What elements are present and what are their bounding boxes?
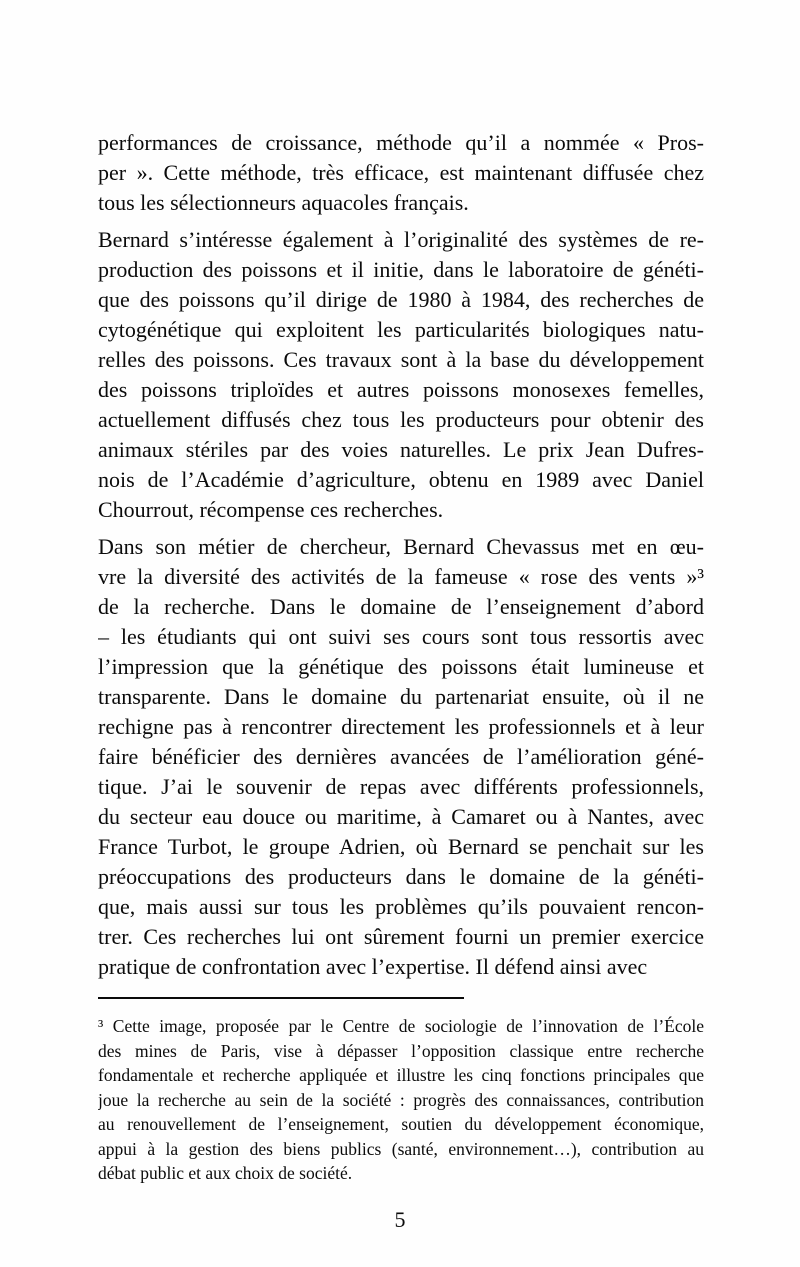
body-text-line: que, mais aussi sur tous les problèmes qu’ils pouvaient rencon-	[98, 894, 704, 919]
page-number: 5	[394, 1207, 406, 1232]
footnote-line: débat public et aux choix de société.	[98, 1163, 353, 1183]
body-text-line: que des poissons qu’il dirige de 1980 à 1984, des recherches de	[98, 287, 704, 312]
body-text-line: actuellement diffusés chez tous les producteurs pour obtenir des	[98, 407, 704, 432]
body-text-line: Bernard s’intéresse également à l’originalité des systèmes de re-	[98, 227, 704, 252]
body-text-line: pratique de confrontation avec l’expertise. Il défend ainsi avec	[98, 954, 648, 979]
footnote-line: joue la recherche au sein de la société : progrès des connaissances, contribution	[98, 1089, 704, 1110]
body-text-line: Chourrout, récompense ces recherches.	[98, 497, 444, 522]
body-text-line: cytogénétique qui exploitent les particularités biologiques natu-	[98, 317, 704, 342]
body-text-line: faire bénéficier des dernières avancées de l’amélioration géné-	[98, 744, 704, 769]
body-text-line: transparente. Dans le domaine du partenariat ensuite, où il ne	[98, 684, 704, 709]
body-text-line: production des poissons et il initie, dans le laboratoire de généti-	[98, 257, 704, 282]
body-text-line: Dans son métier de chercheur, Bernard Chevassus met en œu-	[98, 534, 704, 559]
body-text-line: – les étudiants qui ont suivi ses cours sont tous ressortis avec	[98, 624, 704, 649]
footnote-line: ³ Cette image, proposée par le Centre de sociologie de l’innovation de l’École	[98, 1016, 704, 1036]
footnote-text	[98, 1014, 704, 1186]
footnote-line: des mines de Paris, vise à dépasser l’opposition classique entre recherche	[98, 1040, 704, 1061]
footnote-line: fondamentale et recherche appliquée et illustre les cinq fonctions principales que	[98, 1065, 704, 1085]
body-text-line: de la recherche. Dans le domaine de l’enseignement d’abord	[98, 594, 704, 619]
body-text-line: préoccupations des producteurs dans le domaine de la généti-	[98, 864, 704, 889]
body-text-line: rechigne pas à rencontrer directement les professionnels et à leur	[98, 714, 704, 739]
body-text-line: relles des poissons. Ces travaux sont à la base du développement	[98, 347, 704, 372]
body-text-line: du secteur eau douce ou maritime, à Camaret ou à Nantes, avec	[98, 804, 704, 829]
body-text-line: France Turbot, le groupe Adrien, où Bernard se penchait sur les	[98, 834, 704, 859]
paragraph	[98, 225, 704, 525]
body-text-line: vre la diversité des activités de la fameuse « rose des vents »³	[98, 564, 704, 589]
body-text-line: tous les sélectionneurs aquacoles français.	[98, 190, 469, 215]
body-text-line: performances de croissance, méthode qu’il a nommée « Pros-	[98, 130, 704, 155]
footnote-line: appui à la gestion des biens publics (santé, environnement…), contribution au	[98, 1138, 704, 1159]
body-paragraphs	[98, 128, 704, 982]
paragraph	[98, 532, 704, 982]
body-text-line: nois de l’Académie d’agriculture, obtenu en 1989 avec Daniel	[98, 467, 704, 492]
page-body	[98, 128, 704, 1186]
paragraph	[98, 128, 704, 218]
body-text-line: tique. J’ai le souvenir de repas avec différents professionnels,	[98, 774, 704, 799]
body-text-line: trer. Ces recherches lui ont sûrement fourni un premier exercice	[98, 924, 704, 949]
body-text-line: per ». Cette méthode, très efficace, est maintenant diffusée chez	[98, 160, 704, 185]
footnote-line: au renouvellement de l’enseignement, soutien du développement économique,	[98, 1114, 704, 1134]
body-text-line: des poissons triploïdes et autres poissons monosexes femelles,	[98, 377, 704, 402]
body-text-line: l’impression que la génétique des poissons était lumineuse et	[98, 654, 704, 679]
footnote-separator	[98, 997, 464, 999]
body-text-line: animaux stériles par des voies naturelles. Le prix Jean Dufres-	[98, 437, 704, 462]
